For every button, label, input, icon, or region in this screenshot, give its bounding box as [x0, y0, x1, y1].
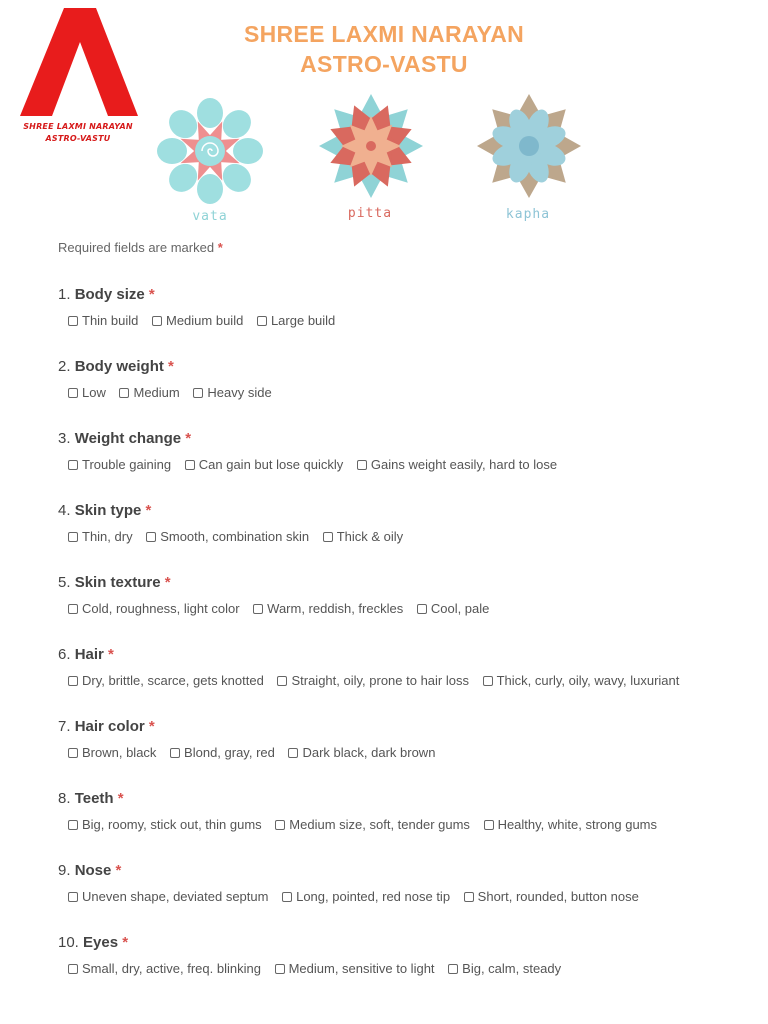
options-row	[58, 600, 758, 618]
logo-text-line1: SHREE LAXMI NARAYAN	[23, 122, 133, 131]
option-label: Thin, dry	[82, 529, 133, 544]
dosha-label-pitta: pitta	[347, 206, 393, 221]
checkbox[interactable]	[68, 532, 78, 542]
option-warm-reddish[interactable]	[253, 600, 403, 618]
question-label: Body weight	[74, 358, 164, 375]
question-title	[58, 284, 758, 306]
option-thick-oily[interactable]	[323, 528, 403, 546]
question-title	[58, 644, 758, 666]
option-medium-sensitive[interactable]	[275, 960, 435, 978]
checkbox[interactable]	[68, 820, 78, 830]
checkbox[interactable]	[185, 460, 195, 470]
option-label: Medium size, soft, tender gums	[289, 817, 470, 832]
option-label: Large build	[270, 313, 336, 328]
checkbox[interactable]	[277, 676, 287, 686]
question-weight-change	[58, 428, 758, 474]
option-label: Heavy side	[207, 385, 272, 400]
required-asterisk: *	[164, 574, 171, 591]
question-number: 10.	[58, 934, 79, 951]
required-fields-note	[58, 240, 223, 255]
question-label: Skin texture	[74, 574, 161, 591]
question-hair-color	[58, 716, 758, 762]
option-cold-rough[interactable]	[68, 600, 240, 618]
question-title	[58, 932, 758, 954]
option-gain-lose-quickly[interactable]	[185, 456, 344, 474]
checkbox[interactable]	[323, 532, 333, 542]
option-label: Dark black, dark brown	[302, 745, 436, 760]
option-label: Blond, gray, red	[184, 745, 275, 760]
option-label: Straight, oily, prone to hair loss	[291, 673, 469, 688]
checkbox[interactable]	[119, 388, 129, 398]
checkbox[interactable]	[68, 460, 78, 470]
checkbox[interactable]	[68, 964, 78, 974]
question-body-size	[58, 284, 758, 330]
option-label: Medium build	[166, 313, 244, 328]
question-label: Eyes	[83, 934, 119, 951]
question-hair	[58, 644, 758, 690]
checkbox[interactable]	[464, 892, 474, 902]
options-row	[58, 384, 758, 402]
question-label: Skin type	[74, 502, 142, 519]
option-big-roomy[interactable]	[68, 816, 262, 834]
options-row	[58, 672, 758, 690]
option-label: Short, rounded, button nose	[477, 889, 639, 904]
question-number: 5.	[58, 574, 71, 591]
option-label: Warm, reddish, freckles	[267, 601, 404, 616]
checkbox[interactable]	[483, 676, 493, 686]
vata-mandala-icon	[155, 96, 265, 206]
required-note-text: Required fields are marked	[58, 240, 215, 255]
option-big-calm[interactable]	[448, 960, 561, 978]
checkbox[interactable]	[257, 316, 267, 326]
option-label: Small, dry, active, freq. blinking	[82, 961, 261, 976]
question-teeth	[58, 788, 758, 834]
options-row	[58, 816, 758, 834]
checkbox[interactable]	[275, 964, 285, 974]
checkbox[interactable]	[146, 532, 156, 542]
required-asterisk: *	[148, 286, 155, 303]
option-thin-build[interactable]	[68, 312, 138, 330]
checkbox[interactable]	[253, 604, 263, 614]
question-title	[58, 860, 758, 882]
option-label: Low	[82, 385, 106, 400]
pitta-mandala-icon	[316, 91, 426, 201]
option-small-dry[interactable]	[68, 960, 261, 978]
options-row	[58, 528, 758, 546]
checkbox[interactable]	[357, 460, 367, 470]
question-skin-texture	[58, 572, 758, 618]
question-number: 9.	[58, 862, 71, 879]
question-number: 7.	[58, 718, 71, 735]
question-number: 1.	[58, 286, 71, 303]
checkbox[interactable]	[68, 388, 78, 398]
checkbox[interactable]	[484, 820, 494, 830]
question-title	[58, 572, 758, 594]
checkbox[interactable]	[288, 748, 298, 758]
option-label: Thick & oily	[336, 529, 404, 544]
dosha-label-kapha: kapha	[505, 207, 551, 222]
checkbox[interactable]	[193, 388, 203, 398]
option-label: Big, calm, steady	[462, 961, 562, 976]
question-label: Teeth	[74, 790, 114, 807]
option-label: Thin build	[82, 313, 139, 328]
option-thick-curly[interactable]	[483, 672, 680, 690]
option-blond-gray-red[interactable]	[170, 744, 275, 762]
option-label: Healthy, white, strong gums	[497, 817, 658, 832]
question-label: Weight change	[74, 430, 182, 447]
checkbox[interactable]	[68, 676, 78, 686]
checkbox[interactable]	[68, 604, 78, 614]
required-asterisk: *	[115, 862, 122, 879]
question-label: Nose	[74, 862, 112, 879]
question-eyes	[58, 932, 758, 978]
question-label: Body size	[74, 286, 145, 303]
question-number: 3.	[58, 430, 71, 447]
option-heavy-side[interactable]	[193, 384, 271, 402]
checkbox[interactable]	[417, 604, 427, 614]
question-number: 8.	[58, 790, 71, 807]
question-skin-type	[58, 500, 758, 546]
checkbox[interactable]	[275, 820, 285, 830]
site-title-line2: ASTRO-VASTU	[300, 51, 468, 77]
checkbox[interactable]	[282, 892, 292, 902]
question-title	[58, 356, 758, 378]
question-number: 6.	[58, 646, 71, 663]
checkbox[interactable]	[68, 892, 78, 902]
option-trouble-gaining[interactable]	[68, 456, 171, 474]
option-label: Cool, pale	[430, 601, 490, 616]
question-title	[58, 428, 758, 450]
option-label: Gains weight easily, hard to lose	[370, 457, 558, 472]
option-straight-oily[interactable]	[277, 672, 469, 690]
option-dark-black-brown[interactable]	[288, 744, 435, 762]
option-label: Trouble gaining	[82, 457, 172, 472]
option-thin-dry[interactable]	[68, 528, 133, 546]
options-row	[58, 312, 758, 330]
option-label: Uneven shape, deviated septum	[82, 889, 269, 904]
option-healthy-white[interactable]	[484, 816, 657, 834]
question-number: 4.	[58, 502, 71, 519]
option-dry-brittle[interactable]	[68, 672, 264, 690]
required-asterisk: *	[117, 790, 124, 807]
checkbox[interactable]	[448, 964, 458, 974]
option-label: Cold, roughness, light color	[82, 601, 240, 616]
option-smooth-combination[interactable]	[146, 528, 309, 546]
checkbox[interactable]	[170, 748, 180, 758]
question-title	[58, 716, 758, 738]
required-asterisk: *	[122, 934, 129, 951]
option-label: Thick, curly, oily, wavy, luxuriant	[496, 673, 680, 688]
required-asterisk: *	[108, 646, 114, 663]
option-label: Smooth, combination skin	[160, 529, 310, 544]
option-long-pointed[interactable]	[282, 888, 450, 906]
question-label: Hair	[74, 646, 104, 663]
option-label: Brown, black	[82, 745, 157, 760]
kapha-mandala-icon	[474, 91, 584, 201]
required-asterisk: *	[217, 240, 223, 255]
question-title	[58, 500, 758, 522]
checkbox[interactable]	[68, 316, 78, 326]
question-body-weight	[58, 356, 758, 402]
options-row	[58, 888, 758, 906]
question-title	[58, 788, 758, 810]
option-short-rounded[interactable]	[464, 888, 639, 906]
question-number: 2.	[58, 358, 71, 375]
checkbox[interactable]	[152, 316, 162, 326]
options-row	[58, 960, 758, 978]
option-uneven-shape[interactable]	[68, 888, 268, 906]
checkbox[interactable]	[68, 748, 78, 758]
required-asterisk: *	[185, 430, 192, 447]
option-gains-easily[interactable]	[357, 456, 557, 474]
option-large-build[interactable]	[257, 312, 335, 330]
options-row	[58, 744, 758, 762]
option-medium-soft[interactable]	[275, 816, 470, 834]
dosha-label-vata: vata	[192, 209, 228, 224]
required-asterisk: *	[168, 358, 174, 375]
question-label: Hair color	[74, 718, 145, 735]
required-asterisk: *	[145, 502, 152, 519]
question-nose	[58, 860, 758, 906]
option-medium-build[interactable]	[152, 312, 243, 330]
option-label: Can gain but lose quickly	[198, 457, 344, 472]
option-label: Medium	[133, 385, 180, 400]
logo-text-line2: ASTRO-VASTU	[45, 134, 111, 143]
option-low[interactable]	[68, 384, 106, 402]
option-cool-pale[interactable]	[417, 600, 490, 618]
option-label: Dry, brittle, scarce, gets knotted	[82, 673, 264, 688]
option-label: Long, pointed, red nose tip	[296, 889, 451, 904]
option-label: Big, roomy, stick out, thin gums	[82, 817, 262, 832]
options-row	[58, 456, 758, 474]
option-medium[interactable]	[119, 384, 179, 402]
option-brown-black[interactable]	[68, 744, 156, 762]
site-title-line1: SHREE LAXMI NARAYAN	[243, 21, 525, 47]
required-asterisk: *	[148, 718, 155, 735]
option-label: Medium, sensitive to light	[288, 961, 435, 976]
